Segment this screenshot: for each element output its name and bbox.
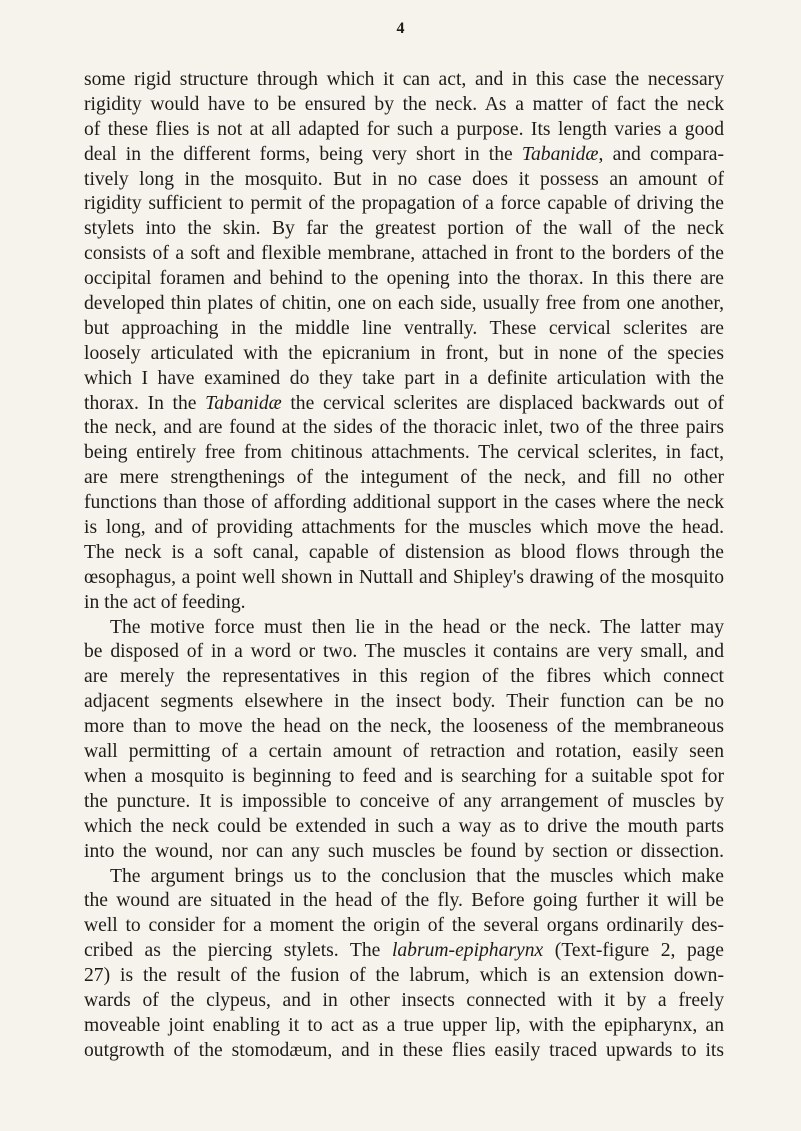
text-line: The argument brings us to the conclusion that the muscles which make [110, 865, 724, 887]
text-line: is long, and of providing attachments for the muscles which move the head. [84, 517, 724, 539]
text-line: be disposed of in a word or two. The muscles it contains are very small, and [84, 641, 724, 663]
text-line: thorax. In the Tabanidæ the cervical sclerites are displaced backwards out of [84, 392, 724, 414]
text-line: developed thin plates of chitin, one on each side, usually free from one another, [84, 293, 724, 315]
text-line: wall permitting of a certain amount of retraction and rotation, easily seen [84, 741, 724, 763]
text-line: functions than those of affording additional support in the cases where the neck [84, 492, 724, 514]
text-line: the wound are situated in the head of the fly. Before going further it will be [84, 890, 724, 912]
text-line: more than to move the head on the neck, the looseness of the membraneous [84, 716, 724, 738]
text-line: which I have examined do they take part in a definite articulation with the [84, 367, 724, 389]
text-line: The motive force must then lie in the head or the neck. The latter may [110, 616, 724, 638]
page-number: 4 [396, 20, 405, 37]
text-line: the neck, and are found at the sides of the thoracic inlet, two of the three pairs [84, 417, 724, 439]
text-line: into the wound, nor can any such muscles be found by section or dissection. [84, 840, 724, 862]
text-line: moveable joint enabling it to act as a true upper lip, with the epipharynx, an [84, 1014, 724, 1036]
text-line: are merely the representatives in this region of the fibres which connect [84, 666, 724, 688]
text-line: loosely articulated with the epicranium in front, but in none of the species [84, 342, 724, 364]
text-line: adjacent segments elsewhere in the insect body. Their function can be no [84, 691, 724, 713]
text-line: occipital foramen and behind to the opening into the thorax. In this there are [84, 268, 724, 290]
text-line: cribed as the piercing stylets. The labrum-epipharynx (Text-figure 2, page [84, 940, 724, 962]
text-line: wards of the clypeus, and in other insects connected with it by a freely [84, 989, 724, 1011]
text-line: tively long in the mosquito. But in no case does it possess an amount of [84, 168, 724, 190]
body-text [84, 68, 724, 1064]
text-line: stylets into the skin. By far the greatest portion of the wall of the neck [84, 218, 724, 240]
text-line: which the neck could be extended in such a way as to drive the mouth parts [84, 815, 724, 837]
text-line: rigidity sufficient to permit of the propagation of a force capable of driving the [84, 193, 724, 215]
text-line: deal in the different forms, being very short in the Tabanidæ, and compara- [84, 143, 724, 165]
text-line: œsophagus, a point well shown in Nuttall and Shipley's drawing of the mosquito [84, 566, 724, 588]
text-line: but approaching in the middle line ventrally. These cervical sclerites are [84, 317, 724, 339]
text-line: when a mosquito is beginning to feed and is searching for a suitable spot for [84, 765, 724, 787]
text-line: in the act of feeding. [84, 591, 246, 613]
text-line: of these flies is not at all adapted for such a purpose. Its length varies a good [84, 118, 724, 140]
text-line: the puncture. It is impossible to conceive of any arrangement of muscles by [84, 790, 724, 812]
text-line: well to consider for a moment the origin of the several organs ordinarily des- [84, 915, 724, 937]
text-line: are mere strengthenings of the integument of the neck, and fill no other [84, 467, 724, 489]
text-line: being entirely free from chitinous attachments. The cervical sclerites, in fact, [84, 442, 724, 464]
text-line: rigidity would have to be ensured by the neck. As a matter of fact the neck [84, 93, 724, 115]
text-line: consists of a soft and flexible membrane, attached in front to the borders of the [84, 243, 724, 265]
text-line: The neck is a soft canal, capable of distension as blood flows through the [84, 541, 724, 563]
text-line: outgrowth of the stomodæum, and in these flies easily traced upwards to its [84, 1039, 724, 1061]
text-line: some rigid structure through which it can act, and in this case the necessary [84, 69, 724, 90]
text-line: 27) is the result of the fusion of the labrum, which is an extension down- [84, 965, 724, 987]
